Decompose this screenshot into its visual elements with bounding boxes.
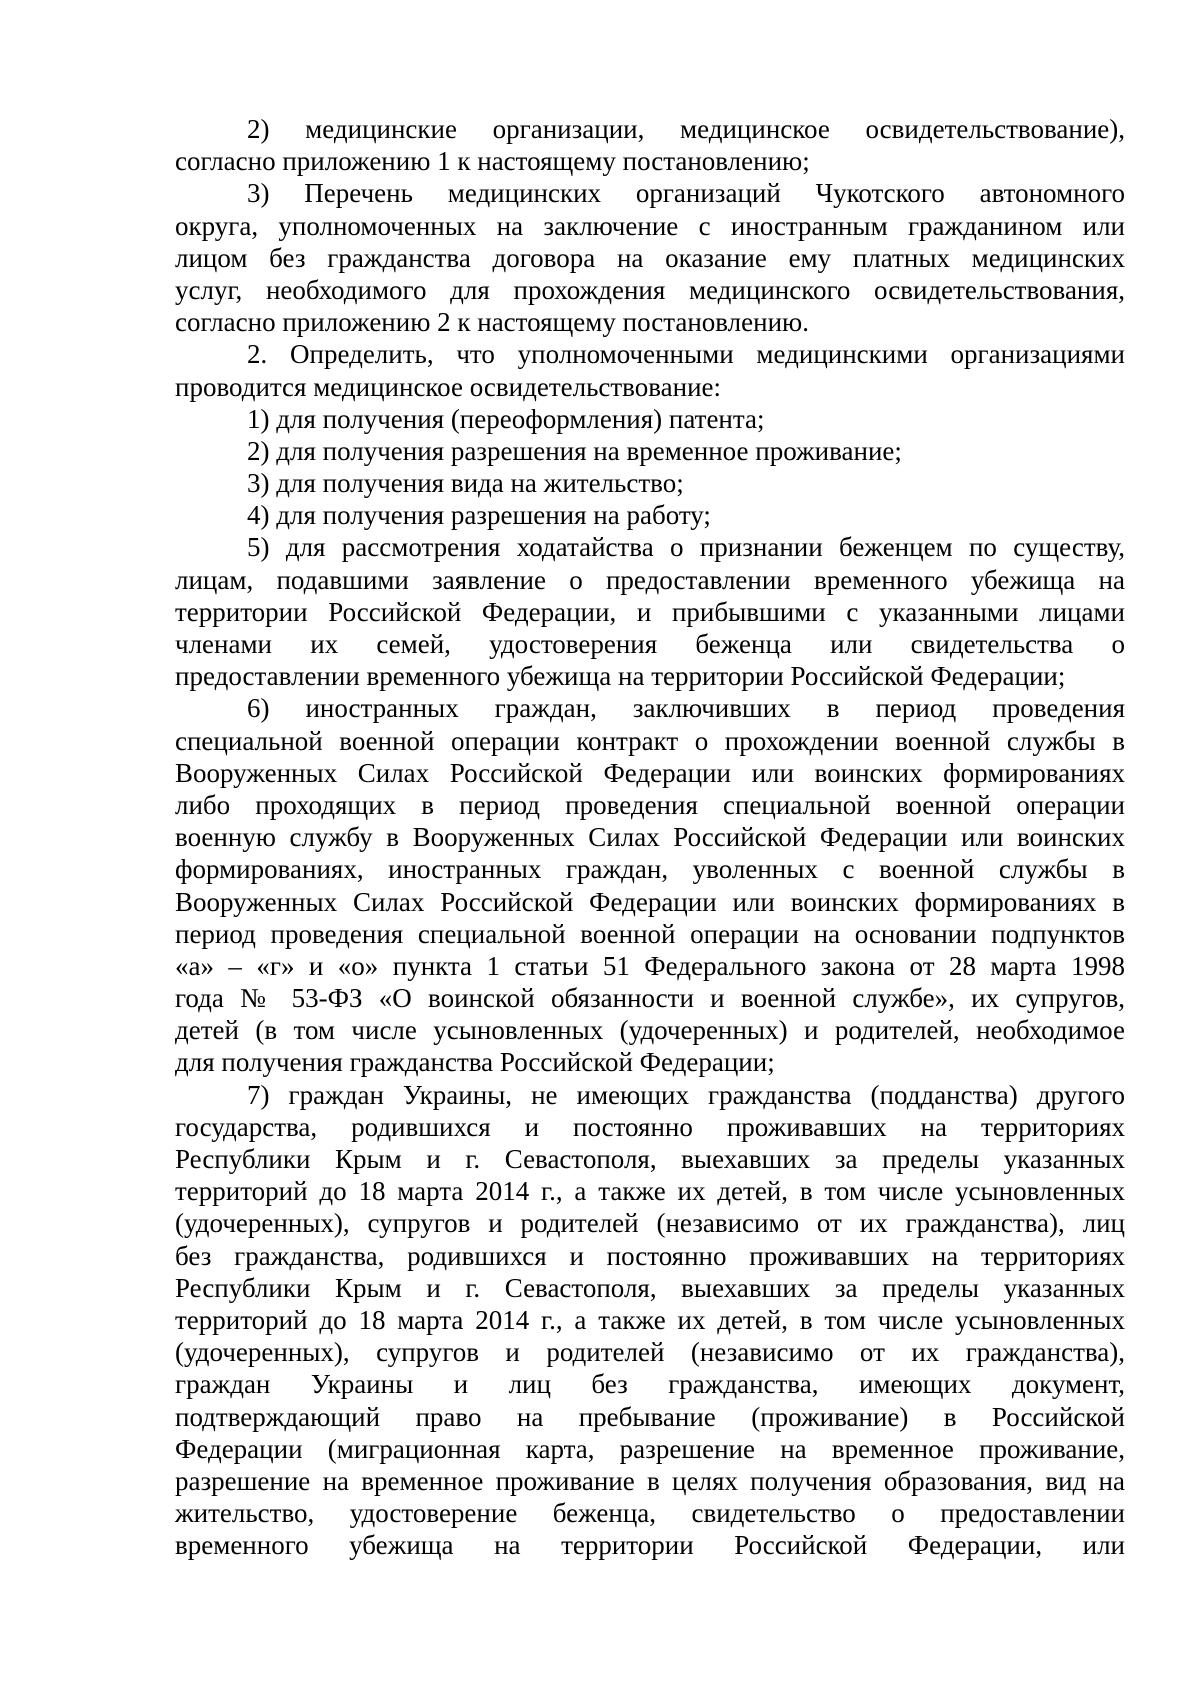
text-line: Вооруженных Силах Российской Федерации или воинских формированиях [175, 757, 1125, 788]
text-line: для получения гражданства Российской Федерации; [175, 1047, 775, 1078]
text-line: подтверждающий право на пребывание (проживание) в Российской [175, 1401, 1125, 1432]
text-line: 6) иностранных граждан, заключивших в период проведения [247, 693, 1125, 724]
text-line: Республики Крым и г. Севастополя, выехавших за пределы указанных [175, 1144, 1125, 1174]
text-line: 2) для получения разрешения на временное проживание; [247, 435, 902, 466]
document-body [175, 113, 1125, 1561]
text-line: округа, уполномоченных на заключение с иностранным гражданином или [175, 210, 1125, 241]
text-line: лицом без гражданства договора на оказание ему платных медицинских [175, 242, 1125, 273]
text-line: 7) граждан Украины, не имеющих гражданства (подданства) другого [247, 1079, 1125, 1110]
text-line: военную службу в Вооруженных Силах Российской Федерации или воинских [175, 822, 1125, 853]
text-line: (удочеренных), супругов и родителей (независимо от их гражданства), лиц [175, 1208, 1125, 1239]
text-line: специальной военной операции контракт о прохождении военной службы в [175, 725, 1125, 756]
text-line: разрешение на временное проживание в целях получения образования, вид на [175, 1465, 1125, 1496]
text-line: государства, родившихся и постоянно проживавших на территориях [175, 1111, 1125, 1142]
text-line: услуг, необходимого для прохождения медицинского освидетельствования, [175, 274, 1125, 305]
text-line: 3) Перечень медицинских организаций Чукотского автономного [247, 178, 1125, 209]
text-line: 4) для получения разрешения на работу; [247, 500, 711, 531]
text-line: года № 53-ФЗ «О воинской обязанности и военной службе», их супругов, [175, 983, 1125, 1014]
text-line: либо проходящих в период проведения специальной военной операции [175, 789, 1125, 820]
text-line: детей (в том числе усыновленных (удочеренных) и родителей, необходимое [175, 1015, 1125, 1046]
text-line: формированиях, иностранных граждан, уволенных с военной службы в [175, 854, 1125, 885]
text-line: временного убежища на территории Российской Федерации, или [175, 1530, 1125, 1561]
text-line: территорий до 18 марта 2014 г., а также их детей, в том числе усыновленных [175, 1176, 1125, 1207]
text-line: 2. Определить, что уполномоченными медицинскими организациями [247, 339, 1125, 370]
text-line: жительство, удостоверение беженца, свидетельство о предоставлении [175, 1498, 1125, 1529]
text-line: Республики Крым и г. Севастополя, выехавших за пределы указанных [175, 1272, 1125, 1303]
text-line: территории Российской Федерации, и прибывшими с указанными лицами [175, 596, 1125, 627]
text-line: территорий до 18 марта 2014 г., а также их детей, в том числе усыновленных [175, 1304, 1125, 1335]
text-line: 5) для рассмотрения ходатайства о признании беженцем по существу, [247, 532, 1125, 563]
text-line: предоставлении временного убежища на территории Российской Федерации; [175, 661, 1066, 692]
text-line: 3) для получения вида на жительство; [247, 468, 684, 499]
text-line: 2) медицинские организации, медицинское освидетельствование), [247, 114, 1125, 144]
text-line: Федерации (миграционная карта, разрешение на временное проживание, [175, 1433, 1125, 1464]
text-line: согласно приложению 2 к настоящему постановлению. [175, 307, 809, 338]
text-line: 1) для получения (переоформления) патента; [247, 403, 765, 434]
text-line: согласно приложению 1 к настоящему постановлению; [175, 146, 810, 177]
text-line: членами их семей, удостоверения беженца или свидетельства о [175, 629, 1125, 659]
text-line: проводится медицинское освидетельствование: [175, 371, 721, 402]
text-line: «а» – «г» и «о» пункта 1 статьи 51 Федерального закона от 28 марта 1998 [175, 950, 1125, 981]
text-line: граждан Украины и лиц без гражданства, имеющих документ, [175, 1369, 1125, 1400]
text-line: лицам, подавшими заявление о предоставлении временного убежища на [175, 564, 1125, 595]
text-line: Вооруженных Силах Российской Федерации или воинских формированиях в [175, 886, 1125, 917]
text-line: (удочеренных), супругов и родителей (независимо от их гражданства), [175, 1337, 1125, 1368]
text-line: период проведения специальной военной операции на основании подпунктов [175, 918, 1125, 949]
text-line: без гражданства, родившихся и постоянно проживавших на территориях [175, 1240, 1125, 1271]
